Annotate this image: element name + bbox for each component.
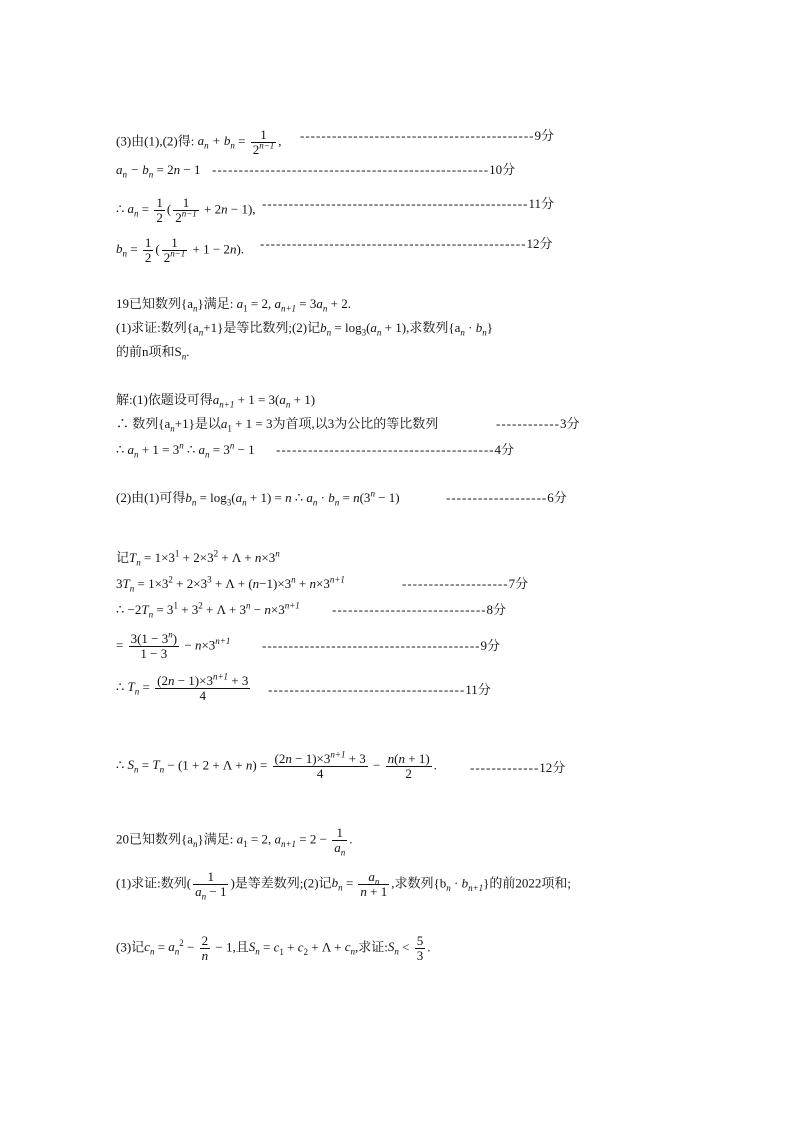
text: } [486,320,493,335]
q20-statement: 20已知数列$\{a_n\}$满足: $a_1 = 2$, $a_{n+1} = 2$ − $\frac{1}{a_n}$ . [116,825,353,858]
score-line: --------------------------------------------------11分 [262,196,554,211]
text: ,且 [232,939,249,955]
q20-part3: (3)记$c_n = a_n^2$ − $\frac{2}{n}$ − 1,且$S_n = c_1 + c_2 + \Lambda + c_n$,求证$:S_n$ < $\frac{5}{3}$ . [116,933,431,963]
score-label: 11分 [528,196,554,211]
score-label: 9分 [534,128,554,143]
text: 的前n项和S [116,344,182,359]
line-an-minus-bn: $a_n - b_n = 2n - 1$ [116,162,201,180]
text: (3)记 [116,939,145,955]
text: (2)由(1)可得 [116,490,186,505]
score-line: ----------------------------------------------------10分 [212,162,516,177]
text: }的前2022项和; [483,875,572,891]
text: +1}是等比数列;(2)记 [203,320,321,335]
text: )是等差数列;(2)记 [230,875,332,891]
text: ,求数列{b [391,875,447,891]
score-label: 7分 [508,576,529,591]
line-3-derivation: (3)由(1),(2)得: $a_n + b_n$ = $\frac{1}{2^{n-1}}$ , [116,127,282,157]
score-label: 3分 [559,416,580,431]
text: 19已知数列{a [116,296,194,311]
text: (3)由(1),(2)得: [116,133,195,149]
score-line: -----------------------------------------4分 [276,442,515,457]
text: ,求数列{a [406,320,461,335]
solution-line-1: 解:(1)依题设可得$a_{n+1} + 1 = 3(a_n + 1)$ [116,392,316,410]
score-label: 10分 [489,162,516,177]
q19-questions-cont: 的前n项和$S_n$. [116,344,190,362]
sn-line: ∴ $S_n = T_n - (1 + 2 + \Lambda + n)$ = $\frac{(2n - 1)\times 3^{n+1} + 3}{4}$ − $\frac{n(n + 1)}{2}$ . [116,749,437,781]
score-line: -------------12分 [470,760,566,775]
score-label: 8分 [486,602,507,617]
text: 20已知数列{a [116,831,194,847]
solution-line-3: ∴ $a_n + 1 = 3^n$ ∴ $a_n = 3^n - 1$ [116,440,255,460]
score-label: 12分 [539,760,566,775]
score-line: -----------------------------8分 [332,602,507,617]
q20-questions: (1)求证:数列( $\frac{1}{a_n - 1}$ )是等差数列;(2)记$b_n$ = $\frac{a_n}{n + 1}$ ,求数列$\{b_n \cdot b_{n+1}\}$的前2022项和; [116,869,572,902]
score-label: 9分 [480,638,501,653]
text: (1)求证:数列( [116,875,192,891]
text: ,求证: [355,939,388,955]
text: }满足: [197,296,234,311]
text: +1}是以 [174,416,221,431]
text: 为首项,以3为公比的等比数列 [272,416,439,431]
score-line: -------------------------------------11分 [268,682,491,697]
tn-line-5: ∴ $T_n$ = $\frac{(2n - 1)\times 3^{n+1} + 3}{4}$ [116,671,249,703]
score-label: 4分 [494,442,515,457]
solution-line-2: ∴ 数列$\{a_n+1\}$是以$a_1 + 1 = 3$为首项,以3为公比的等比数列 [116,416,439,434]
score-label: 6分 [547,490,567,505]
score-label: 12分 [526,236,553,251]
score-label: 11分 [465,682,491,697]
tn-line-2: $3T_n = 1\times 3^2 + 2\times 3^3 + \Lambda + (n-1)\times 3^n + n\times 3^{n+1}$ [116,574,345,594]
text: }满足: [197,831,234,847]
q19-questions: (1)求证:数列$\{a_n+1\}$是等比数列;(2)记$b_n = \log_3(a_n + 1)$,求数列$\{a_n \cdot b_n\}$ [116,320,493,338]
tn-line-1: 记$T_n = 1\times 3^1 + 2\times 3^2 + \Lambda + n\times 3^n$ [116,548,280,568]
text: (1)求证:数列{a [116,320,199,335]
q19-statement: 19已知数列$\{a_n\}$满足: $a_1 = 2$, $a_{n+1} = 3a_n + 2$. [116,296,351,314]
text: 解:(1)依题设可得 [116,392,213,407]
tn-line-4: = $\frac{3(1 - 3^n)}{1 - 3}$ − $n\times 3^{n+1}$ [116,629,231,661]
line-bn-formula: $b_n$ = $\frac{1}{2}$ ( $\frac{1}{2^{n-1}}$ + 1 − 2n). [116,235,245,265]
text: ∴ 数列{a [116,416,171,431]
score-line: ------------3分 [496,416,580,431]
text: 记 [116,550,130,565]
score-line: -------------------6分 [446,490,567,505]
part2-line: (2)由(1)可得$b_n = \log_3(a_n + 1) = n$ ∴ $a_n \cdot b_n = n(3^n - 1)$ [116,488,400,508]
line-an-formula: ∴ $a_n$ = $\frac{1}{2}$ ( $\frac{1}{2^{n-1}}$ + 2n − 1), [116,195,256,225]
tn-line-3: ∴ $-2T_n = 3^1 + 3^2 + \Lambda + 3^n - n\times 3^{n+1}$ [116,600,300,620]
score-line: -----------------------------------------9分 [262,638,501,653]
score-line: --------------------7分 [402,576,529,591]
score-line: --------------------------------------------------12分 [260,236,553,251]
score-line: --------------------------------------------9分 [300,128,554,143]
